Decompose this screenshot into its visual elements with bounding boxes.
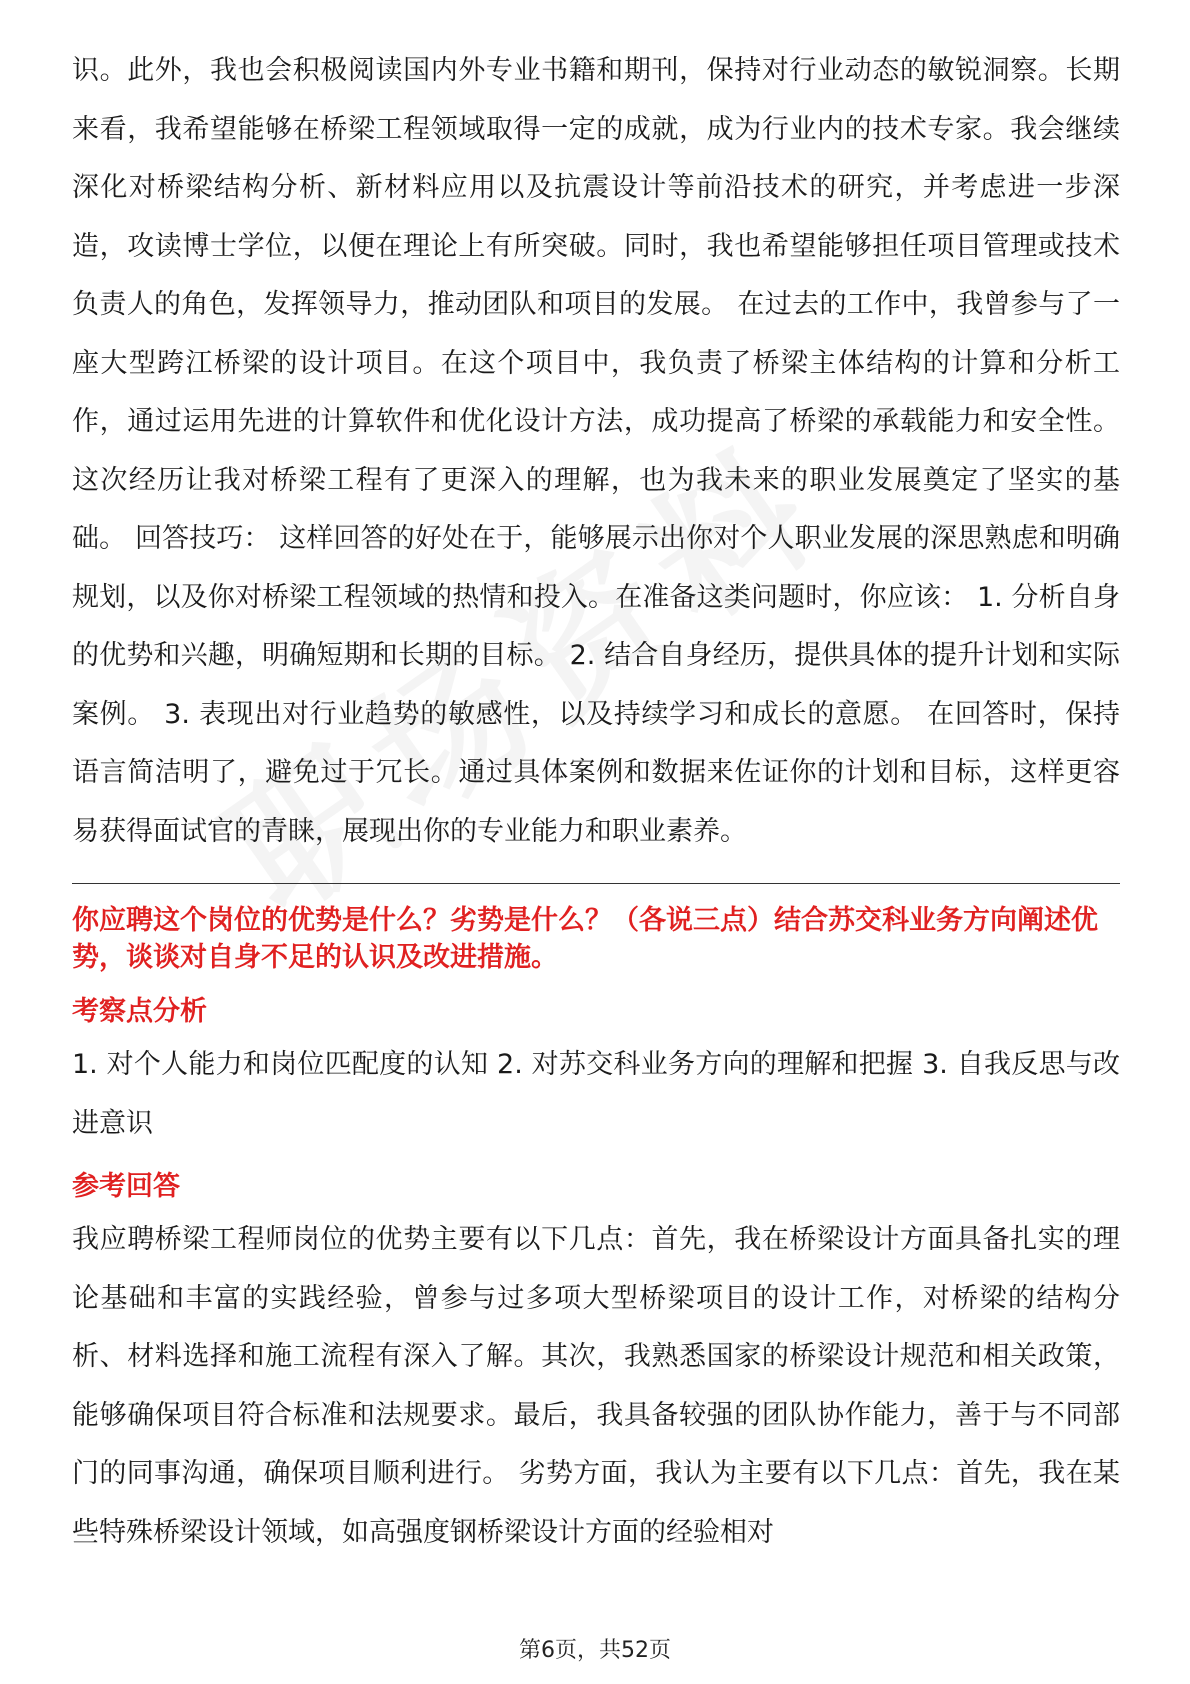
- section-divider: [72, 883, 1120, 884]
- page-content: [72, 42, 1120, 1562]
- answer-text: 我应聘桥梁工程师岗位的优势主要有以下几点：首先，我在桥梁设计方面具备扎实的理论基础和丰富的实践经验，曾参与过多项大型桥梁项目的设计工作，对桥梁的结构分析、材料选择和施工流程有深入了解。其次，我熟悉国家的桥梁设计规范和相关政策，能够确保项目符合标准和法规要求。最后，我具备较强的团队协作能力，善于与不同部门的同事沟通，确保项目顺利进行。 劣势方面，我认为主要有以下几点：首先，我在某些特殊桥梁设计领域，如高强度钢桥梁设计方面的经验相对: [72, 1224, 1120, 1548]
- question-title: 你应聘这个岗位的优势是什么？劣势是什么？（各说三点）结合苏交科业务方向阐述优势，谈谈对自身不足的认识及改进措施。: [72, 905, 1098, 973]
- answer-heading: 参考回答: [72, 1171, 180, 1202]
- body-paragraph: 识。此外，我也会积极阅读国内外专业书籍和期刊，保持对行业动态的敏锐洞察。长期来看，我希望能够在桥梁工程领域取得一定的成就，成为行业内的技术专家。我会继续深化对桥梁结构分析、新材料应用以及抗震设计等前沿技术的研究，并考虑进一步深造，攻读博士学位，以便在理论上有所突破。同时，我也希望能够担任项目管理或技术负责人的角色，发挥领导力，推动团队和项目的发展。 在过去的工作中，我曾参与了一座大型跨江桥梁的设计项目。在这个项目中，我负责了桥梁主体结构的计算和分析工作，通过运用先进的计算软件和优化设计方法，成功提高了桥梁的承载能力和安全性。这次经历让我对桥梁工程有了更深入的理解，也为我未来的职业发展奠定了坚实的基础。 回答技巧： 这样回答的好处在于，能够展示出你对个人职业发展的深思熟虑和明确规划，以及你对桥梁工程领域的热情和投入。在准备这类问题时，你应该： 1. 分析自身的优势和兴趣，明确短期和长期的目标。 2. 结合自身经历，提供具体的提升计划和实际案例。 3. 表现出对行业趋势的敏感性，以及持续学习和成长的意愿。 在回答时，保持语言简洁明了，避免过于冗长。通过具体案例和数据来佐证你的计划和目标，这样更容易获得面试官的青睐，展现出你的专业能力和职业素养。: [72, 55, 1120, 847]
- analysis-heading: 考察点分析: [72, 996, 207, 1027]
- analysis-text: 1. 对个人能力和岗位匹配度的认知 2. 对苏交科业务方向的理解和把握 3. 自我反思与改进意识: [72, 1049, 1120, 1139]
- page-number: 第6页，共52页: [519, 1638, 671, 1663]
